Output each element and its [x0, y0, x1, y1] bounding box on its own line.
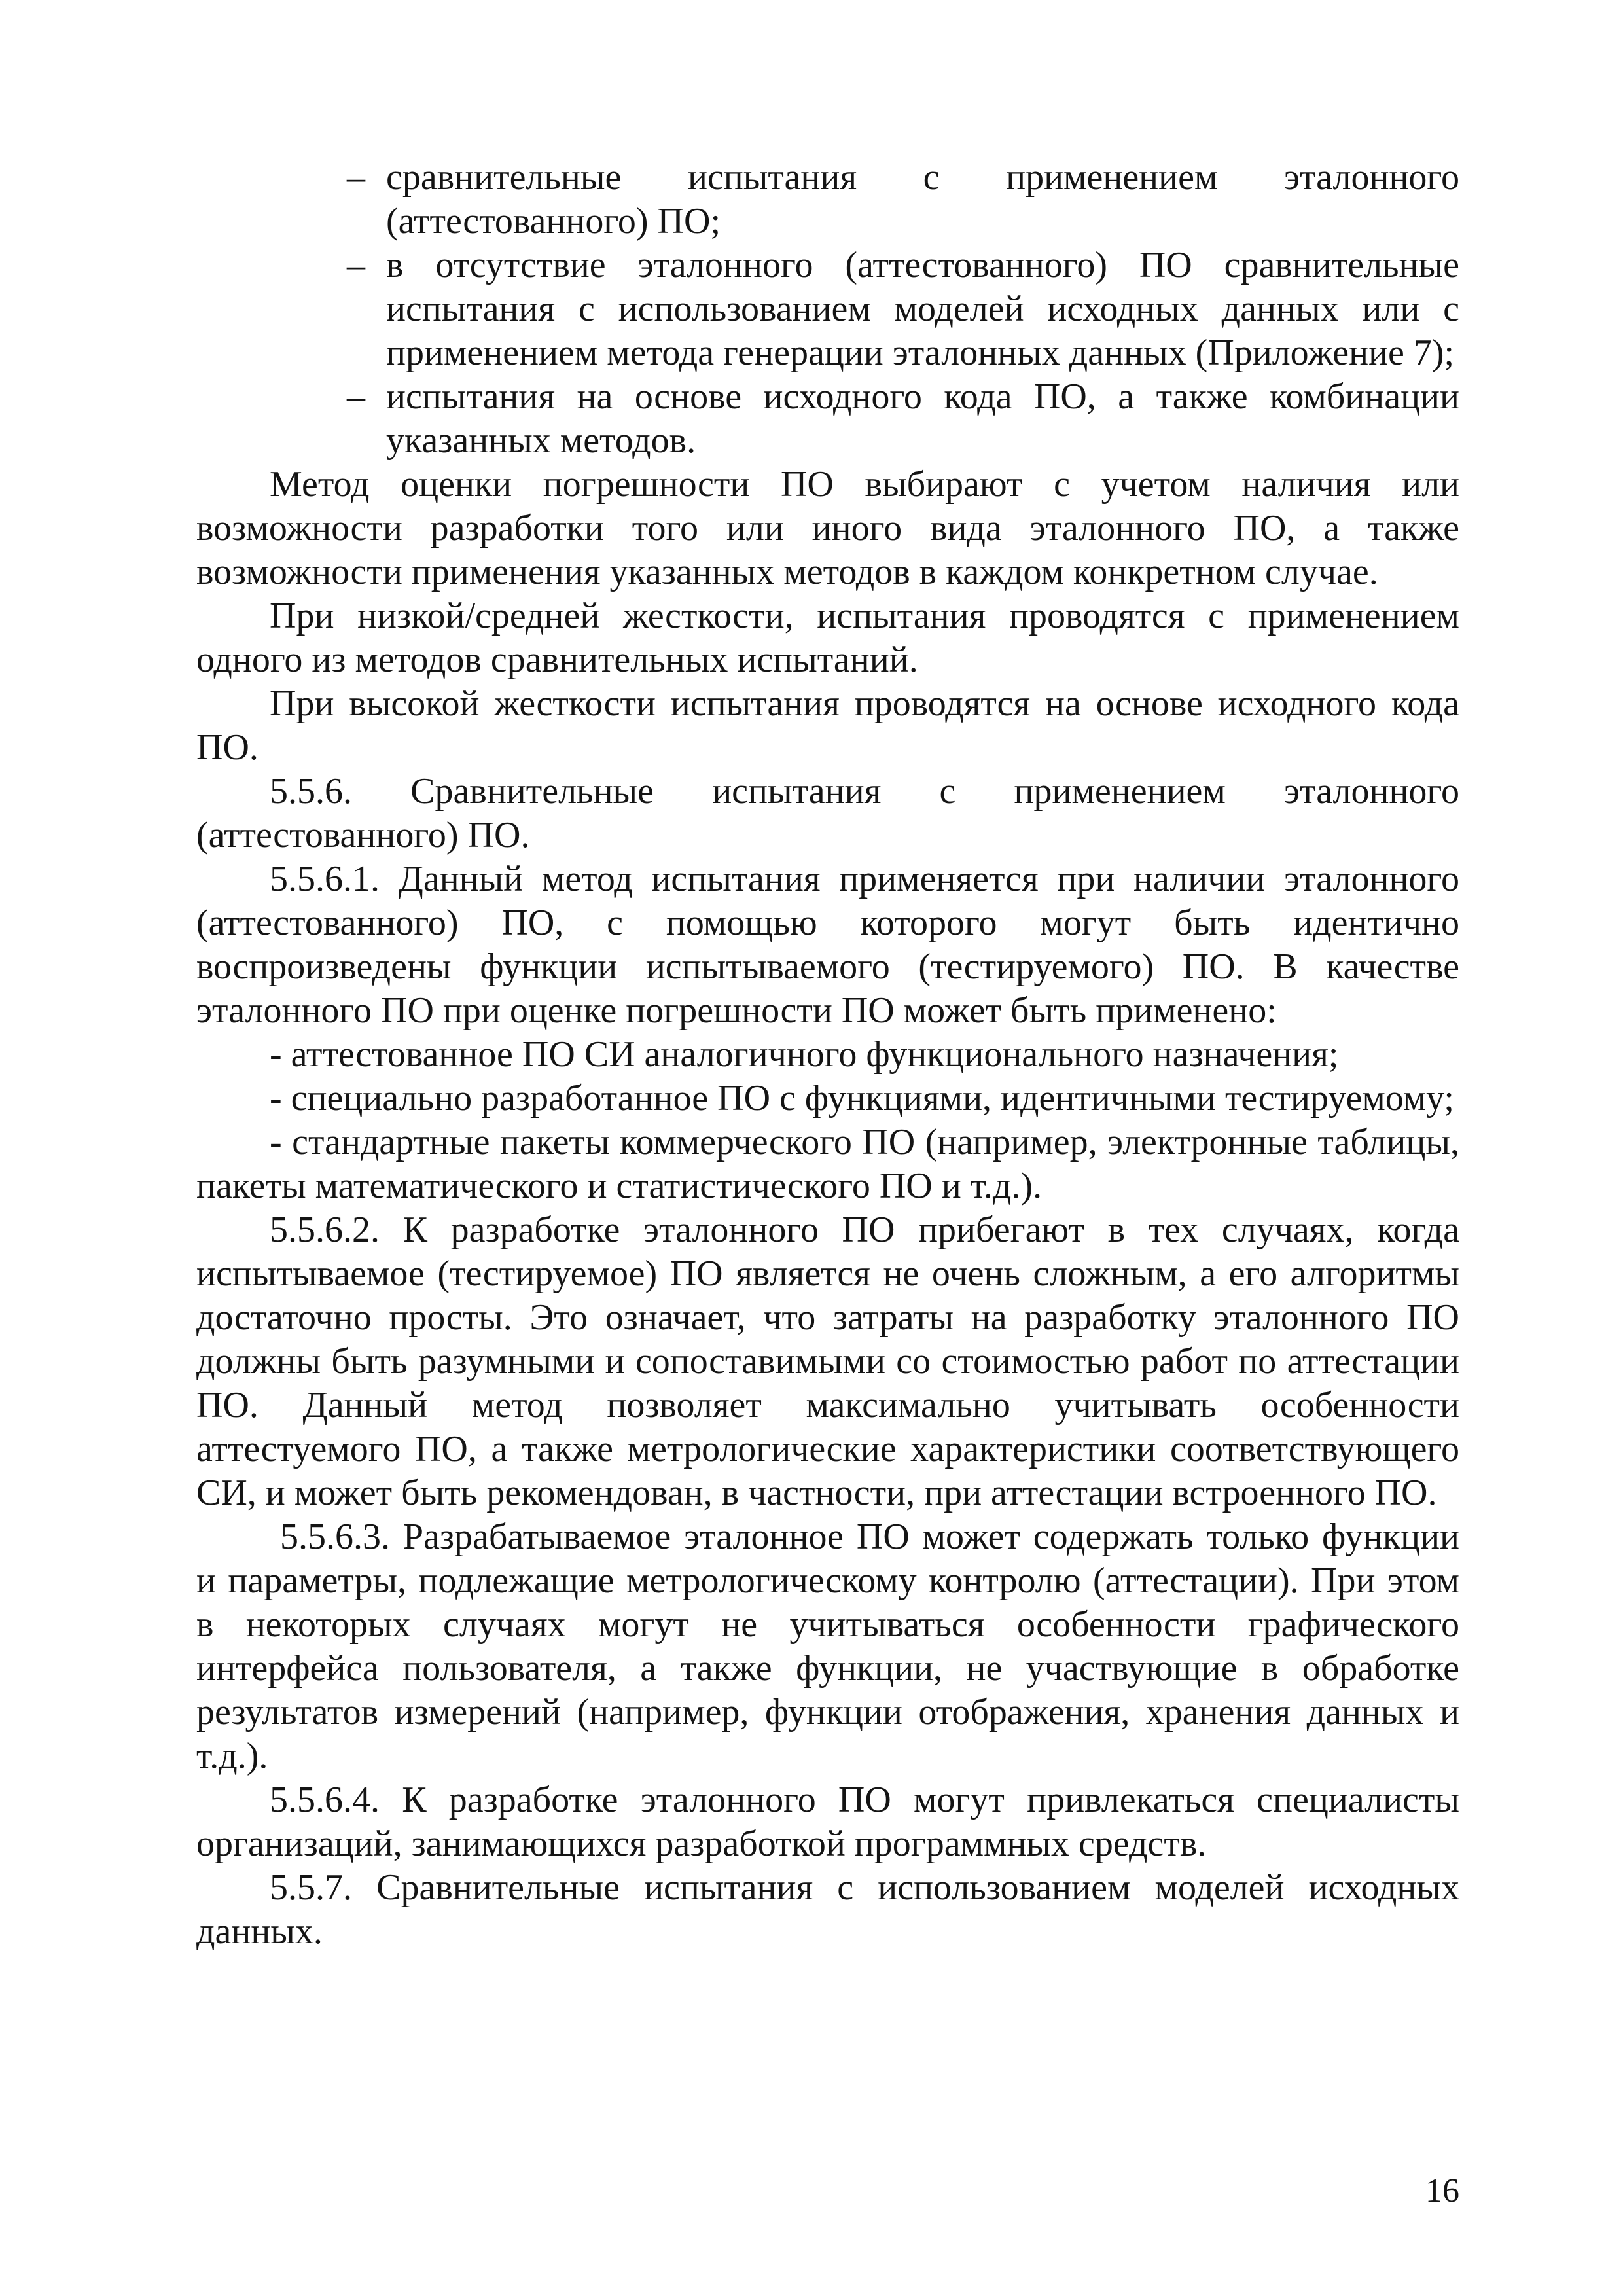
paragraph-low-rigidity: При низкой/средней жесткости, испытания проводятся с применением одного из методов сравнительных испытаний. [196, 596, 1459, 680]
bullet-item [196, 375, 1459, 463]
document-body [196, 156, 1459, 1954]
list-item-commercial-packages: - стандартные пакеты коммерческого ПО (например, электронные таблицы, пакеты математического и статистического ПО и т.д.). [196, 1122, 1459, 1206]
bullet-item [196, 156, 1459, 243]
bullet-text: в отсутствие эталонного (аттестованного) ПО сравнительные испытания с использованием моделей исходных данных или с применением метода генерации эталонных данных (Приложение 7); [386, 245, 1459, 373]
paragraph-5-5-6-4: 5.5.6.4. К разработке эталонного ПО могут привлекаться специалисты организаций, занимающихся разработкой программных средств. [196, 1780, 1459, 1864]
bullet-item [196, 243, 1459, 375]
paragraph-5-5-6-2: 5.5.6.2. К разработке эталонного ПО прибегают в тех случаях, когда испытываемое (тестируемое) ПО является не очень сложным, а его алгоритмы достаточно просты. Это означает, что затраты на разработку эталонного ПО должны быть разумными и сопоставимыми со стоимостью работ по аттестации ПО. Данный метод позволяет максимально учитывать особенности аттестуемого ПО, а также метрологические характеристики соответствующего СИ, и может быть рекомендован, в частности, при аттестации встроенного ПО. [196, 1210, 1459, 1513]
paragraph-method-choice: Метод оценки погрешности ПО выбирают с учетом наличия или возможности разработки того или иного вида эталонного ПО, а также возможности применения указанных методов в каждом конкретном случае. [196, 464, 1459, 592]
bullet-marker: – [347, 157, 365, 198]
bullet-marker: – [347, 245, 365, 285]
section-heading-5-5-6: 5.5.6. Сравнительные испытания с применением эталонного (аттестованного) ПО. [196, 771, 1459, 855]
bullet-text: испытания на основе исходного кода ПО, а также комбинации указанных методов. [386, 376, 1459, 461]
bullet-text: сравнительные испытания с применением эталонного (аттестованного) ПО; [386, 157, 1459, 242]
list-item-certified-software: - аттестованное ПО СИ аналогичного функционального назначения; [270, 1034, 1339, 1075]
section-heading-5-5-7: 5.5.7. Сравнительные испытания с использованием моделей исходных данных. [196, 1867, 1459, 1952]
paragraph-high-rigidity: При высокой жесткости испытания проводятся на основе исходного кода ПО. [196, 683, 1459, 768]
list-item-special-software: - специально разработанное ПО с функциями, идентичными тестируемому; [270, 1078, 1454, 1119]
page-number: 16 [1425, 2172, 1459, 2210]
paragraph-5-5-6-1: 5.5.6.1. Данный метод испытания применяется при наличии эталонного (аттестованного) ПО, с помощью которого могут быть идентично воспроизведены функции испытываемого (тестируемого) ПО. В качестве эталонного ПО при оценке погрешности ПО может быть применено: [196, 859, 1459, 1031]
bullet-marker: – [347, 376, 365, 417]
paragraph-5-5-6-3: 5.5.6.3. Разрабатываемое эталонное ПО может содержать только функции и параметры, подлежащие метрологическому контролю (аттестации). При этом в некоторых случаях могут не учитываться особенности графического интерфейса пользователя, а также функции, не участвующие в обработке результатов измерений (например, функции отображения, хранения данных и т.д.). [196, 1516, 1459, 1776]
